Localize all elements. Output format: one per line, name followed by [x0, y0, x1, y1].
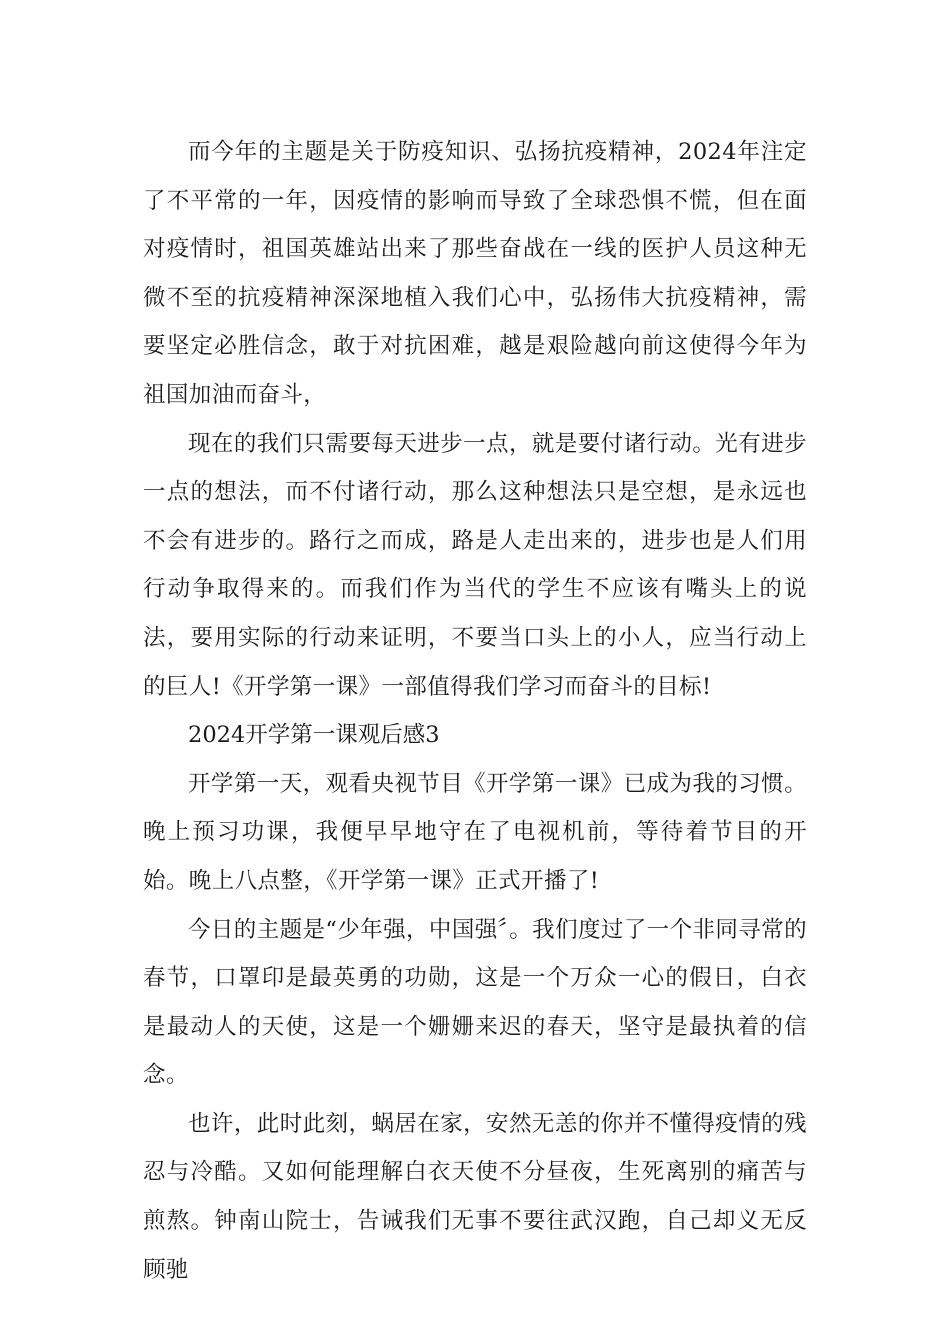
paragraph-first-day: 开学第一天，观看央视节目《开学第一课》已成为我的习惯。晚上预习功课，我便早早地守在了电视机前，等待着节目的开始。晚上八点整，《开学第一课》正式开播了! — [143, 770, 807, 894]
paragraph-perhaps: 也许，此时此刻，蜗居在家，安然无恙的你并不懂得疫情的残忍与冷酷。又如何能理解白衣天使不分昼夜，生死离别的痛苦与煎熬。钟南山院士，告诫我们无事不要往武汉跑，自己却义无反顾驰 — [143, 1110, 807, 1283]
paragraph-today-theme: 今日的主题是“少年强，中国强〞。我们度过了一个非同寻常的春节，口罩印是最英勇的功勋，这是一个万众一心的假日，白衣是最动人的天使，这是一个姗姗来迟的春天，坚守是最执着的信念。 — [143, 916, 807, 1089]
document-body — [143, 128, 807, 1294]
paragraph-progress-action: 现在的我们只需要每天进步一点，就是要付诸行动。光有进步一点的想法，而不付诸行动，那么这种想法只是空想，是永远也不会有进步的。路行之而成，路是人走出来的，进步也是人们用行动争取得来的。而我们作为当代的学生不应该有嘴头上的说法，要用实际的行动来证明，不要当口头上的小人，应当行动上的巨人!《开学第一课》一部值得我们学习而奋斗的目标! — [143, 430, 807, 700]
section-heading: 2024开学第一课观后感3 — [188, 722, 440, 749]
paragraph-anti-epidemic-theme: 而今年的主题是关于防疫知识、弘扬抗疫精神，2024年注定了不平常的一年，因疫情的影响而导致了全球恐惧不慌，但在面对疫情时，祖国英雄站出来了那些奋战在一线的医护人员这种无微不至的抗疫精神深深地植入我们心中，弘扬伟大抗疫精神，需要坚定必胜信念，敢于对抗困难，越是艰险越向前这使得今年为祖国加油而奋斗， — [143, 139, 807, 408]
